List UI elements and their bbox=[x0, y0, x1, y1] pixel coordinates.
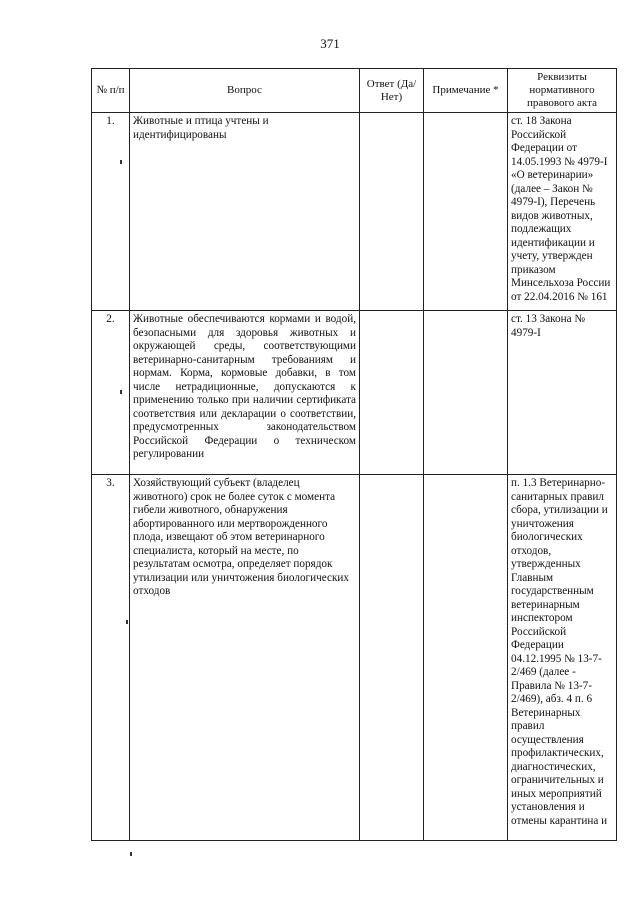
row-question: Животные и птица учтены и идентифицированы bbox=[130, 113, 360, 311]
table-header-row bbox=[92, 69, 617, 113]
scan-mark bbox=[120, 160, 122, 164]
header-question: Вопрос bbox=[130, 69, 360, 113]
table-row bbox=[92, 113, 617, 311]
header-num: № п/п bbox=[92, 69, 130, 113]
row-note-cell[interactable] bbox=[424, 113, 508, 311]
header-note: Примечание * bbox=[424, 69, 508, 113]
header-answer: Ответ (Да/Нет) bbox=[360, 69, 424, 113]
row-answer-cell[interactable] bbox=[360, 113, 424, 311]
row-answer-cell[interactable] bbox=[360, 475, 424, 841]
row-number: 2. bbox=[92, 311, 130, 475]
scan-mark bbox=[126, 620, 128, 624]
row-answer-cell[interactable] bbox=[360, 311, 424, 475]
row-note-cell[interactable] bbox=[424, 475, 508, 841]
row-requisites: п. 1.3 Ветеринарно-санитарных правил сбора, утилизации и уничтожения биологических отходов, утвержденных Главным государственным ветеринарным инспектором Российской Федерации 04.12.1995 № 13-7-2/469 (далее - Правила № 13-7-2/469), абз. 4 п. 6 Ветеринарных правил осуществления профилактических, диагностических, ограничительных и иных мероприятий установления и отмены карантина и bbox=[508, 475, 617, 841]
row-question: Животные обеспечиваются кормами и водой, безопасными для здоровья животных и окружающей среды, соответствующими ветеринарно-санитарным требованиям и нормам. Корма, кормовые добавки, в том числе нетрадиционные, допускаются к применению только при наличии сертификата соответствия или декларации о соответствии, предусмотренных законодательством Российской Федерации о техническом регулировании bbox=[130, 311, 360, 475]
scan-mark bbox=[130, 852, 132, 856]
table-row bbox=[92, 311, 617, 475]
row-note-cell[interactable] bbox=[424, 311, 508, 475]
scan-mark bbox=[120, 390, 122, 394]
page-number: 371 bbox=[320, 36, 340, 51]
row-requisites: ст. 18 Закона Российской Федерации от 14.05.1993 № 4979-I «О ветеринарии» (далее – Закон № 4979-I), Перечень видов животных, подлежащих идентификации и учету, утвержден приказом Минсельхоза России от 22.04.2016 № 161 bbox=[508, 113, 617, 311]
checklist-table bbox=[91, 68, 617, 841]
row-question: Хозяйствующий субъект (владелец животного) срок не более суток с момента гибели животного, обнаружения абортированного или мертворожденного плода, извещают об этом ветеринарного специалиста, который на месте, по результатам осмотра, определяет порядок утилизации или уничтожения биологических отходов bbox=[130, 475, 360, 841]
row-number: 3. bbox=[92, 475, 130, 841]
header-requisites: Реквизиты нормативного правового акта bbox=[508, 69, 617, 113]
table-row bbox=[92, 475, 617, 841]
row-number: 1. bbox=[92, 113, 130, 311]
row-requisites: ст. 13 Закона № 4979-I bbox=[508, 311, 617, 475]
